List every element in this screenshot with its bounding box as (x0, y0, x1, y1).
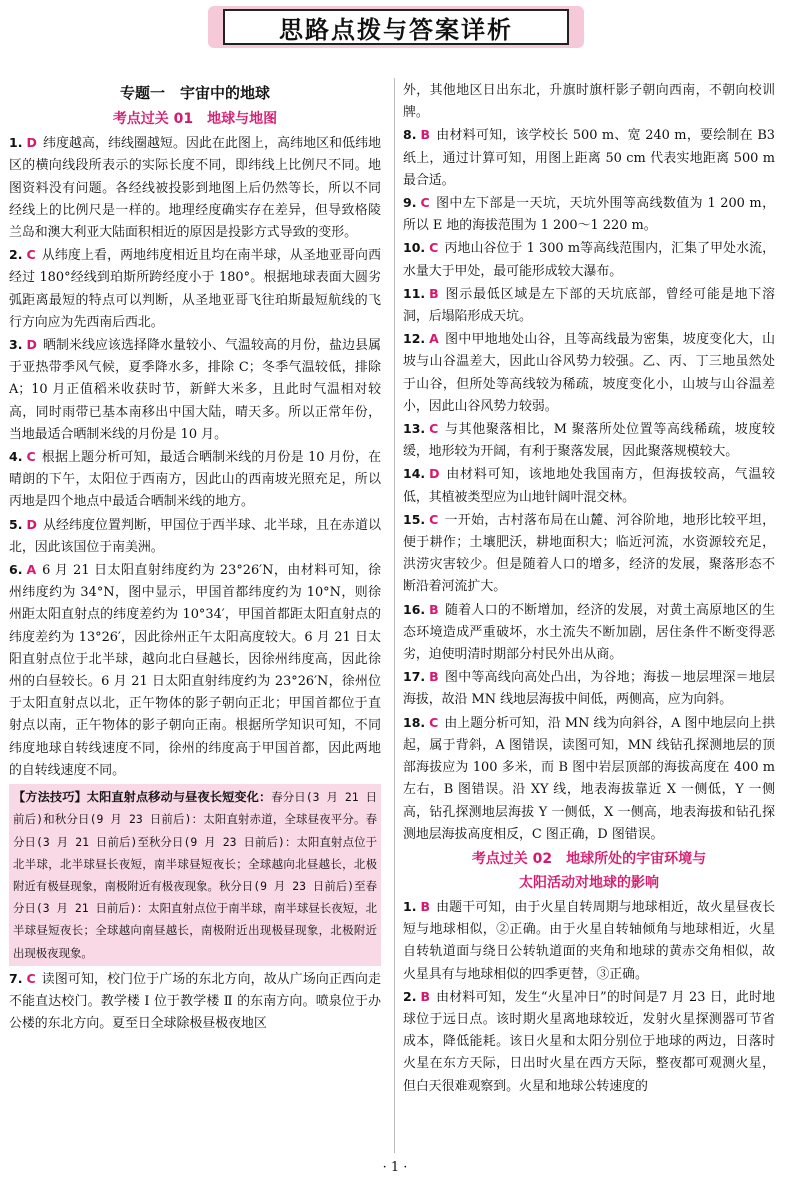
explanation-text: 6 月 21 日太阳直射纬度约为 23°26′N，由材料可知，徐州纬度约为 34°N，图中显示，甲国首都纬度约为 10°N，则徐州距太阳直射点的纬度差约为 10°34′，甲国首都距太阳直射点的纬度差约为 13°26′，因此徐州正午太阳高度较大。6 月 21 日太阳直射点位于北半球，越向北白昼越长，因徐州纬度高，因此徐州的白昼较长。6 月 21 日太阳直射纬度约为 23°26′N，徐州位于太阳直射点以北，正午物体的影子朝向正北；甲国首都位于直射点以南，正午物体的影子朝向正南。根据所学知识可知，不同纬度地球自转线速度不同，徐州的纬度高于甲国首都，因此两地的自转线速度不同。 (9, 563, 381, 778)
answer-item (403, 463, 775, 508)
question-number: 5. (9, 516, 23, 532)
answer-item (403, 599, 775, 667)
continued-text: 外，其他地区日出东北，升旗时旗杆影子朝向西南，不朝向校训牌。 (403, 83, 775, 121)
answer-item (9, 514, 381, 559)
answer-letter: C (429, 240, 439, 256)
answer-item (9, 132, 381, 244)
explanation-text: 图中左下部是一天坑，天坑外围等高线数值为 1 200 m，所以 E 地的海拔范围为 1 200～1 220 m。 (403, 196, 775, 234)
answer-item (403, 124, 775, 192)
question-number: 8. (403, 127, 417, 143)
explanation-text: 丙地山谷位于 1 300 m等高线范围内，汇集了甲处水流，水量大于甲处，最可能形成较大瀑布。 (403, 241, 775, 279)
page-number: · 1 · (382, 1160, 408, 1175)
explanation-text: 由材料可知，该学校长 500 m、宽 240 m，要绘制在 B3 纸上，通过计算可知，用图上距离 50 cm 代表实地距离 500 m 最合适。 (403, 128, 775, 188)
method-tip-box (9, 784, 381, 966)
banner-title: 思路点拨与答案详析 (223, 9, 569, 45)
answer-item (403, 237, 775, 282)
question-number: 7. (9, 970, 23, 986)
answer-letter: B (420, 127, 430, 143)
answer-item (403, 328, 775, 418)
answer-item (403, 192, 775, 237)
answer-letter: C (429, 421, 439, 437)
method-tip-label: 【方法技巧】太阳直射点移动与昼夜长短变化： (13, 790, 272, 805)
answer-letter: A (429, 331, 439, 347)
explanation-text: 由材料可知，该地地处我国南方，但海拔较高，气温较低，其植被类型应为山地针阔叶混交林。 (403, 467, 775, 505)
answer-item (9, 334, 381, 446)
answer-item (9, 446, 381, 514)
answer-item (403, 666, 775, 711)
question-number: 2. (403, 988, 417, 1004)
question-number: 6. (9, 562, 23, 578)
question-number: 16. (403, 601, 426, 617)
explanation-text: 由材料可知，发生“火星冲日”的时间是7 月 23 日，此时地球位于远日点。该时期火星离地球较近，发射火星探测器可节省成本，降低能耗。该日火星和太阳分别位于地球的两边，日落时火星在东方天际，日出时火星在西方天际，整夜都可观测火星，但白天很难观察到。火星和地球公转速度的 (403, 989, 775, 1094)
answer-letter: B (420, 898, 430, 914)
header-banner (208, 6, 584, 48)
explanation-text: 晒制米线应该选择降水量较小、气温较高的月份，盐边县属于亚热带季风气候，夏季降水多，排除 C；冬季气温较低，排除 A；10 月正值稻米收获时节，新鲜大米多，且此时气温相对较高，同时雨带已基本南移出中国大陆，晴天多。所以正常年份，当地最适合晒制米线的月份是 10 月。 (9, 338, 381, 442)
question-number: 14. (403, 466, 426, 482)
explanation-text: 从纬度上看，两地纬度相近且均在南半球，从圣地亚哥向西经过 180°经线到珀斯所跨经度小于 180°。根据地球表面大圆劣弧距离最短的特点可以判断，从圣地亚哥飞往珀斯最短航线的飞行方向应为先西南后西北。 (9, 248, 381, 330)
explanation-text: 由题干可知，由于火星自转周期与地球相近，故火星昼夜长短与地球相似，②正确。由于火星自转轴倾角与地球相近，火星自转轨道面与绕日公转轨道面的夹角和地球的黄赤交角相似，故火星具有与地球相似的四季更替，③正确。 (403, 899, 775, 982)
answer-letter: A (26, 562, 37, 578)
question-number: 3. (9, 337, 23, 353)
topic-title: 专题一 宇宙中的地球 (119, 84, 270, 102)
question-number: 1. (403, 898, 417, 914)
right-answer-list-2 (403, 896, 775, 1098)
answer-item (9, 244, 381, 334)
explanation-text: 纬度越高，纬线圈越短。因此在此图上，高纬地区和低纬地区的横向线段所表示的实际长度不同，即纬线上比例尺不同。地图资料没有问题。各经线被投影到地图上后仍然等长，所以不同经线上的比例尺是一样的。地理经度确实存在差异，但导致格陵兰岛和澳大利亚大陆面积相近的原因是投影方式导致的变形。 (9, 136, 381, 241)
question-number: 11. (403, 285, 426, 301)
answer-letter: D (26, 337, 37, 353)
answer-item (403, 712, 775, 846)
answer-item (9, 559, 381, 782)
answer-letter: B (429, 601, 439, 617)
section-title-02-line1: 考点过关 02 地球所处的宇宙环境与 (471, 850, 707, 867)
question-number: 1. (9, 135, 23, 151)
answer-item (403, 896, 775, 986)
answer-item (9, 968, 381, 1036)
question-number: 18. (403, 714, 426, 730)
answer-letter: C (26, 449, 36, 465)
question-number: 15. (403, 511, 426, 527)
left-column (9, 76, 381, 1035)
answer-letter: C (26, 247, 36, 263)
explanation-text: 读图可知，校门位于广场的东北方向，故从广场向正西向走不能直达校门。教学楼 Ⅰ 位于教学楼 Ⅱ 的东南方向。喷泉位于办公楼的东北方向。夏至日全球除极昼极夜地区 (9, 971, 381, 1032)
question-number: 13. (403, 421, 426, 437)
answer-letter: D (26, 135, 37, 151)
answer-item (403, 986, 775, 1098)
section-title-02-line2: 太阳活动对地球的影响 (519, 874, 659, 891)
explanation-text: 由上题分析可知，沿 MN 线为向斜谷，A 图中地层向上拱起，属于背斜，A 图错误，读图可知，MN 线钻孔探测地层的顶部海拔应为 100 多米，而 B 图中岩层顶部的海拔高度在 400 m 左右，B 图错误。沿 XY 线，地表海拔靠近 X 一侧低，Y 一侧高，钻孔探测地层海拔 Y 一侧低，X 一侧高，地表海拔和钻孔探测地层海拔高度相反，C 图正确，D 图错误。 (403, 715, 775, 842)
left-answer-list (9, 132, 381, 782)
column-divider (394, 78, 395, 1153)
question-number: 2. (9, 247, 23, 263)
answer-letter: C (26, 970, 36, 986)
answer-item (403, 418, 775, 463)
section-title-01: 考点过关 01 地球与地图 (112, 111, 278, 128)
answer-letter: C (420, 195, 430, 211)
question-number: 17. (403, 669, 426, 685)
answer-letter: B (429, 285, 439, 301)
explanation-text: 从经纬度位置判断，甲国位于西半球、北半球，且在赤道以北，因此该国位于南美洲。 (9, 517, 381, 555)
answer-letter: D (429, 466, 440, 482)
answer-item (403, 509, 775, 599)
explanation-text: 图中甲地地处山谷，且等高线最为密集，坡度变化大，山坡与山谷温差大，因此山谷风势力较强。乙、丙、丁三地虽然处于山谷，但所处等高线较为稀疏，坡度变化小，山坡与山谷温差小，因此山谷风势力较弱。 (403, 332, 775, 414)
answer-letter: B (429, 669, 439, 685)
explanation-text: 一开始，古村落布局在山麓、河谷阶地，地形比较平坦，便于耕作；土壤肥沃，耕地面积大；临近河流，水资源较充足，洪涝灾害较少。但是随着人口的增多，经济的发展，聚落形态不断沿着河流扩大。 (403, 512, 775, 595)
explanation-text: 根据上题分析可知，最适合晒制米线的月份是 10 月份，在晴朗的下午，太阳位于西南方，因此山的西南坡光照充足，所以丙地是四个地点中最适合晒制米线的地方。 (9, 450, 381, 510)
question-number: 9. (403, 195, 417, 211)
question-number: 12. (403, 331, 426, 347)
explanation-text: 随着人口的不断增加，经济的发展，对黄土高原地区的生态环境造成严重破坏，水土流失不断加剧，居住条件不断变得恶劣，迫使明清时期部分村民外出从商。 (403, 602, 775, 663)
explanation-text: 图示最低区域是左下部的天坑底部，曾经可能是地下溶洞，后塌陷形成天坑。 (403, 286, 775, 325)
right-column (403, 80, 775, 1098)
question-number: 4. (9, 449, 23, 465)
right-answer-list (403, 124, 775, 846)
answer-letter: B (420, 988, 430, 1004)
answer-letter: C (429, 511, 439, 527)
answer-letter: D (26, 516, 37, 532)
explanation-text: 与其他聚落相比，M 聚落所处位置等高线稀疏，坡度较缓，地形较为开阔，有利于聚落发展，因此聚落规模较大。 (403, 422, 775, 460)
answer-letter: C (429, 714, 439, 730)
question-number: 10. (403, 240, 426, 256)
explanation-text: 图中等高线向高处凸出，为谷地；海拔－地层埋深＝地层海拔，故沿 MN 线地层海拔中间低，两侧高，应为向斜。 (403, 670, 775, 708)
method-tip-text: 春分日(3 月 21 日前后)和秋分日(9 月 23 日前后)：太阳直射赤道，全球昼夜平分。春分日(3 月 21 日前后)至秋分日(9 月 23 日前后)：太阳直射点位于北半球，北半球昼长夜短，南半球昼短夜长；全球越向北昼越长，北极附近有极昼现象，南极附近有极夜现象。秋分日(9 月 23 日前后)至春分日(3 月 21 日前后)：太阳直射点位于南半球，南半球昼长夜短，北半球昼短夜长；全球越向南昼越长，南极附近出现极昼现象，北极附近出现极夜现象。 (13, 790, 377, 960)
answer-item (403, 283, 775, 328)
